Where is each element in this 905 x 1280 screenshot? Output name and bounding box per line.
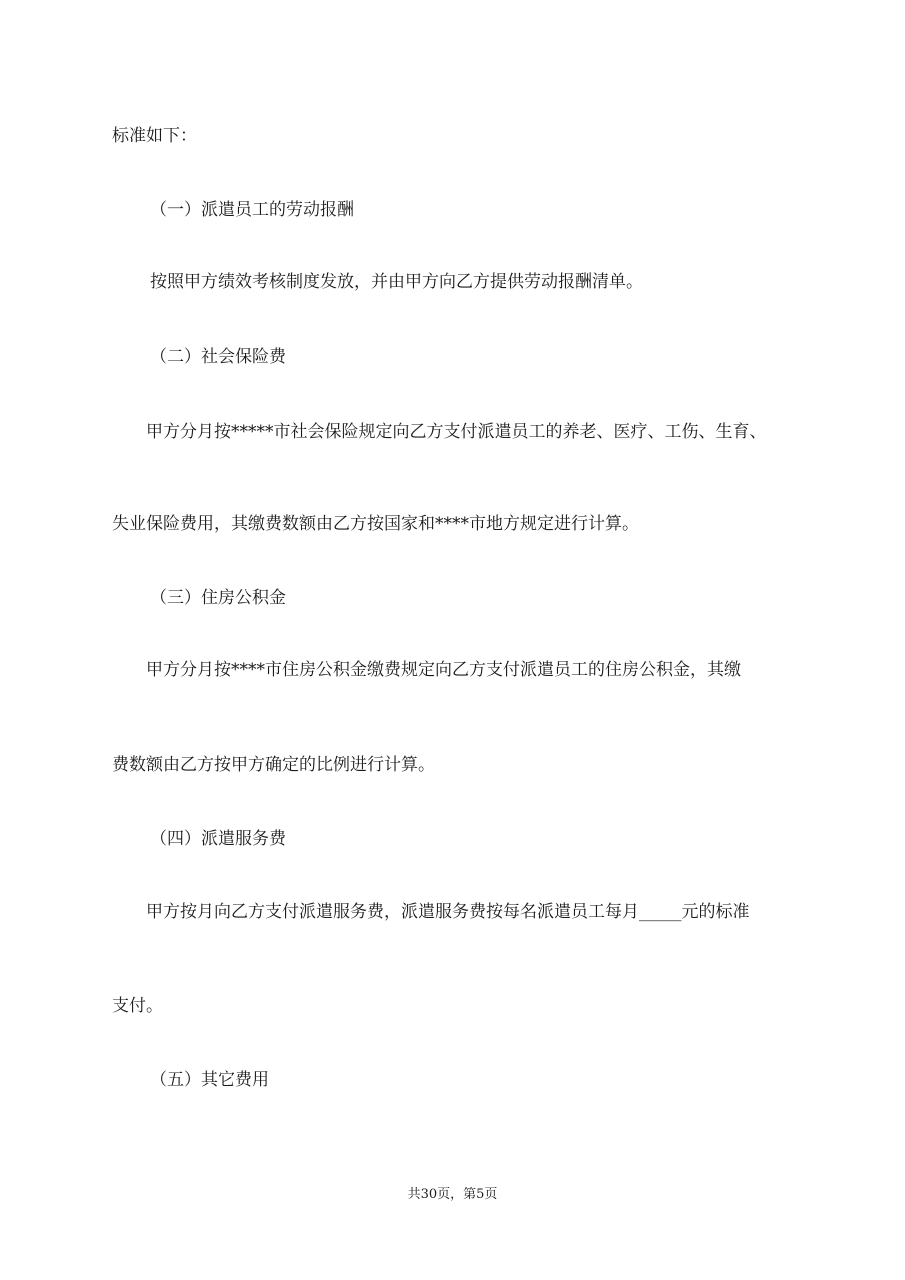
section-1-paragraph-line-1: 按照甲方绩效考核制度发放，并由甲方向乙方提供劳动报酬清单。 (150, 272, 643, 292)
section-2-paragraph-line-1: 甲方分月按*****市社会保险规定向乙方支付派遣员工的养老、医疗、工伤、生育、 (146, 422, 767, 442)
section-heading-1: （一）派遣员工的劳动报酬 (150, 200, 354, 220)
section-heading-5: （五）其它费用 (150, 1070, 269, 1090)
section-heading-4: （四）派遣服务费 (150, 829, 286, 849)
section-heading-3: （三）住房公积金 (150, 588, 286, 608)
section-3-paragraph-line-2: 费数额由乙方按甲方确定的比例进行计算。 (112, 755, 435, 775)
section-4-paragraph-line-2: 支付。 (112, 996, 163, 1016)
section-2-paragraph-line-2: 失业保险费用，其缴费数额由乙方按国家和****市地方规定进行计算。 (112, 514, 639, 534)
section-heading-2: （二）社会保险费 (150, 347, 286, 367)
page-footer: 共30页，第5页 (407, 1187, 498, 1202)
section-3-paragraph-line-1: 甲方分月按****市住房公积金缴费规定向乙方支付派遣员工的住房公积金，其缴 (146, 660, 741, 680)
intro-text: 标准如下： (112, 126, 197, 146)
section-4-paragraph-line-1: 甲方按月向乙方支付派遣服务费，派遣服务费按每名派遣员工每月_____元的标准 (146, 902, 750, 922)
